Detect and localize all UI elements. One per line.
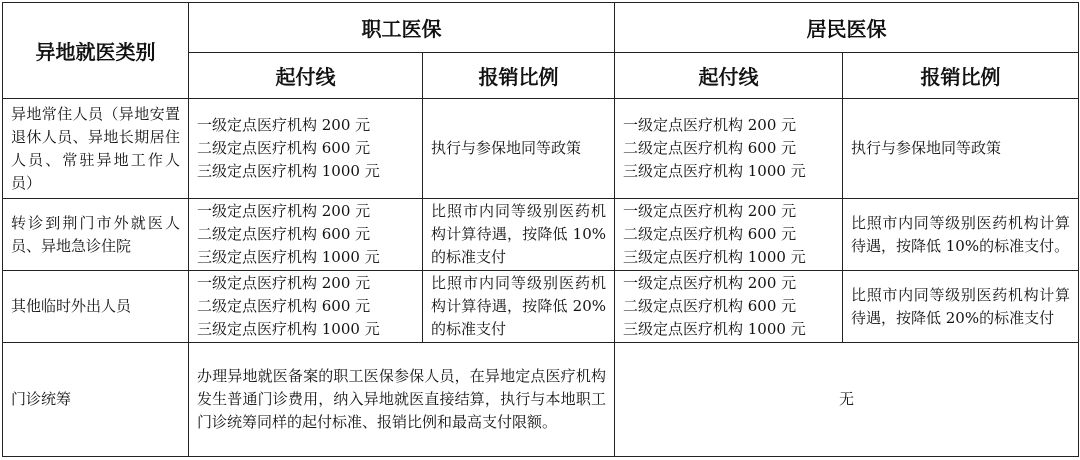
table-row [3, 271, 1079, 343]
threshold-line: 三级定点医疗机构 1000 元 [623, 320, 806, 338]
threshold-line: 一级定点医疗机构 200 元 [197, 116, 371, 134]
reimbursement-table [2, 2, 1079, 457]
resident-threshold-cell [615, 99, 843, 199]
threshold-line: 三级定点医疗机构 1000 元 [197, 162, 380, 180]
threshold-line: 二级定点医疗机构 600 元 [197, 225, 371, 243]
table-row [3, 199, 1079, 271]
threshold-line: 三级定点医疗机构 1000 元 [623, 248, 806, 266]
employee-threshold-cell [189, 199, 423, 271]
resident-outpatient-cell: 无 [615, 343, 1079, 457]
header-employee-ratio: 报销比例 [423, 53, 615, 99]
threshold-line: 二级定点医疗机构 600 元 [623, 225, 797, 243]
header-employee-threshold: 起付线 [189, 53, 423, 99]
threshold-line: 一级定点医疗机构 200 元 [197, 202, 371, 220]
threshold-line: 二级定点医疗机构 600 元 [197, 139, 371, 157]
row-category: 门诊统筹 [3, 343, 189, 457]
threshold-line: 二级定点医疗机构 600 元 [197, 297, 371, 315]
table-row [3, 343, 1079, 457]
header-resident-threshold: 起付线 [615, 53, 843, 99]
header-resident-insurance: 居民医保 [615, 3, 1079, 53]
threshold-line: 三级定点医疗机构 1000 元 [623, 162, 806, 180]
employee-ratio-cell: 比照市内同等级别医药机构计算待遇，按降低 10%的标准支付 [423, 199, 615, 271]
threshold-line: 三级定点医疗机构 1000 元 [197, 248, 380, 266]
header-employee-insurance: 职工医保 [189, 3, 615, 53]
employee-threshold-cell [189, 271, 423, 343]
resident-ratio-cell: 比照市内同等级别医药机构计算待遇，按降低 10%的标准支付。 [843, 199, 1079, 271]
threshold-line: 一级定点医疗机构 200 元 [197, 274, 371, 292]
employee-ratio-cell: 比照市内同等级别医药机构计算待遇，按降低 20%的标准支付 [423, 271, 615, 343]
threshold-line: 二级定点医疗机构 600 元 [623, 139, 797, 157]
employee-outpatient-cell: 办理异地就医备案的职工医保参保人员，在异地定点医疗机构发生普通门诊费用，纳入异地就医直接结算，执行与本地职工门诊统筹同样的起付标准、报销比例和最高支付限额。 [189, 343, 615, 457]
header-category: 异地就医类别 [3, 3, 189, 99]
threshold-line: 三级定点医疗机构 1000 元 [197, 320, 380, 338]
resident-threshold-cell [615, 271, 843, 343]
resident-ratio-cell: 执行与参保地同等政策 [843, 99, 1079, 199]
table-row [3, 99, 1079, 199]
employee-ratio-cell: 执行与参保地同等政策 [423, 99, 615, 199]
resident-ratio-cell: 比照市内同等级别医药机构计算待遇，按降低 20%的标准支付 [843, 271, 1079, 343]
header-resident-ratio: 报销比例 [843, 53, 1079, 99]
threshold-line: 一级定点医疗机构 200 元 [623, 116, 797, 134]
employee-threshold-cell [189, 99, 423, 199]
row-category: 其他临时外出人员 [3, 271, 189, 343]
row-category: 转诊到荆门市外就医人员、异地急诊住院 [3, 199, 189, 271]
row-category: 异地常住人员（异地安置退休人员、异地长期居住人员、常驻异地工作人员） [3, 99, 189, 199]
threshold-line: 一级定点医疗机构 200 元 [623, 274, 797, 292]
threshold-line: 一级定点医疗机构 200 元 [623, 202, 797, 220]
resident-threshold-cell [615, 199, 843, 271]
threshold-line: 二级定点医疗机构 600 元 [623, 297, 797, 315]
